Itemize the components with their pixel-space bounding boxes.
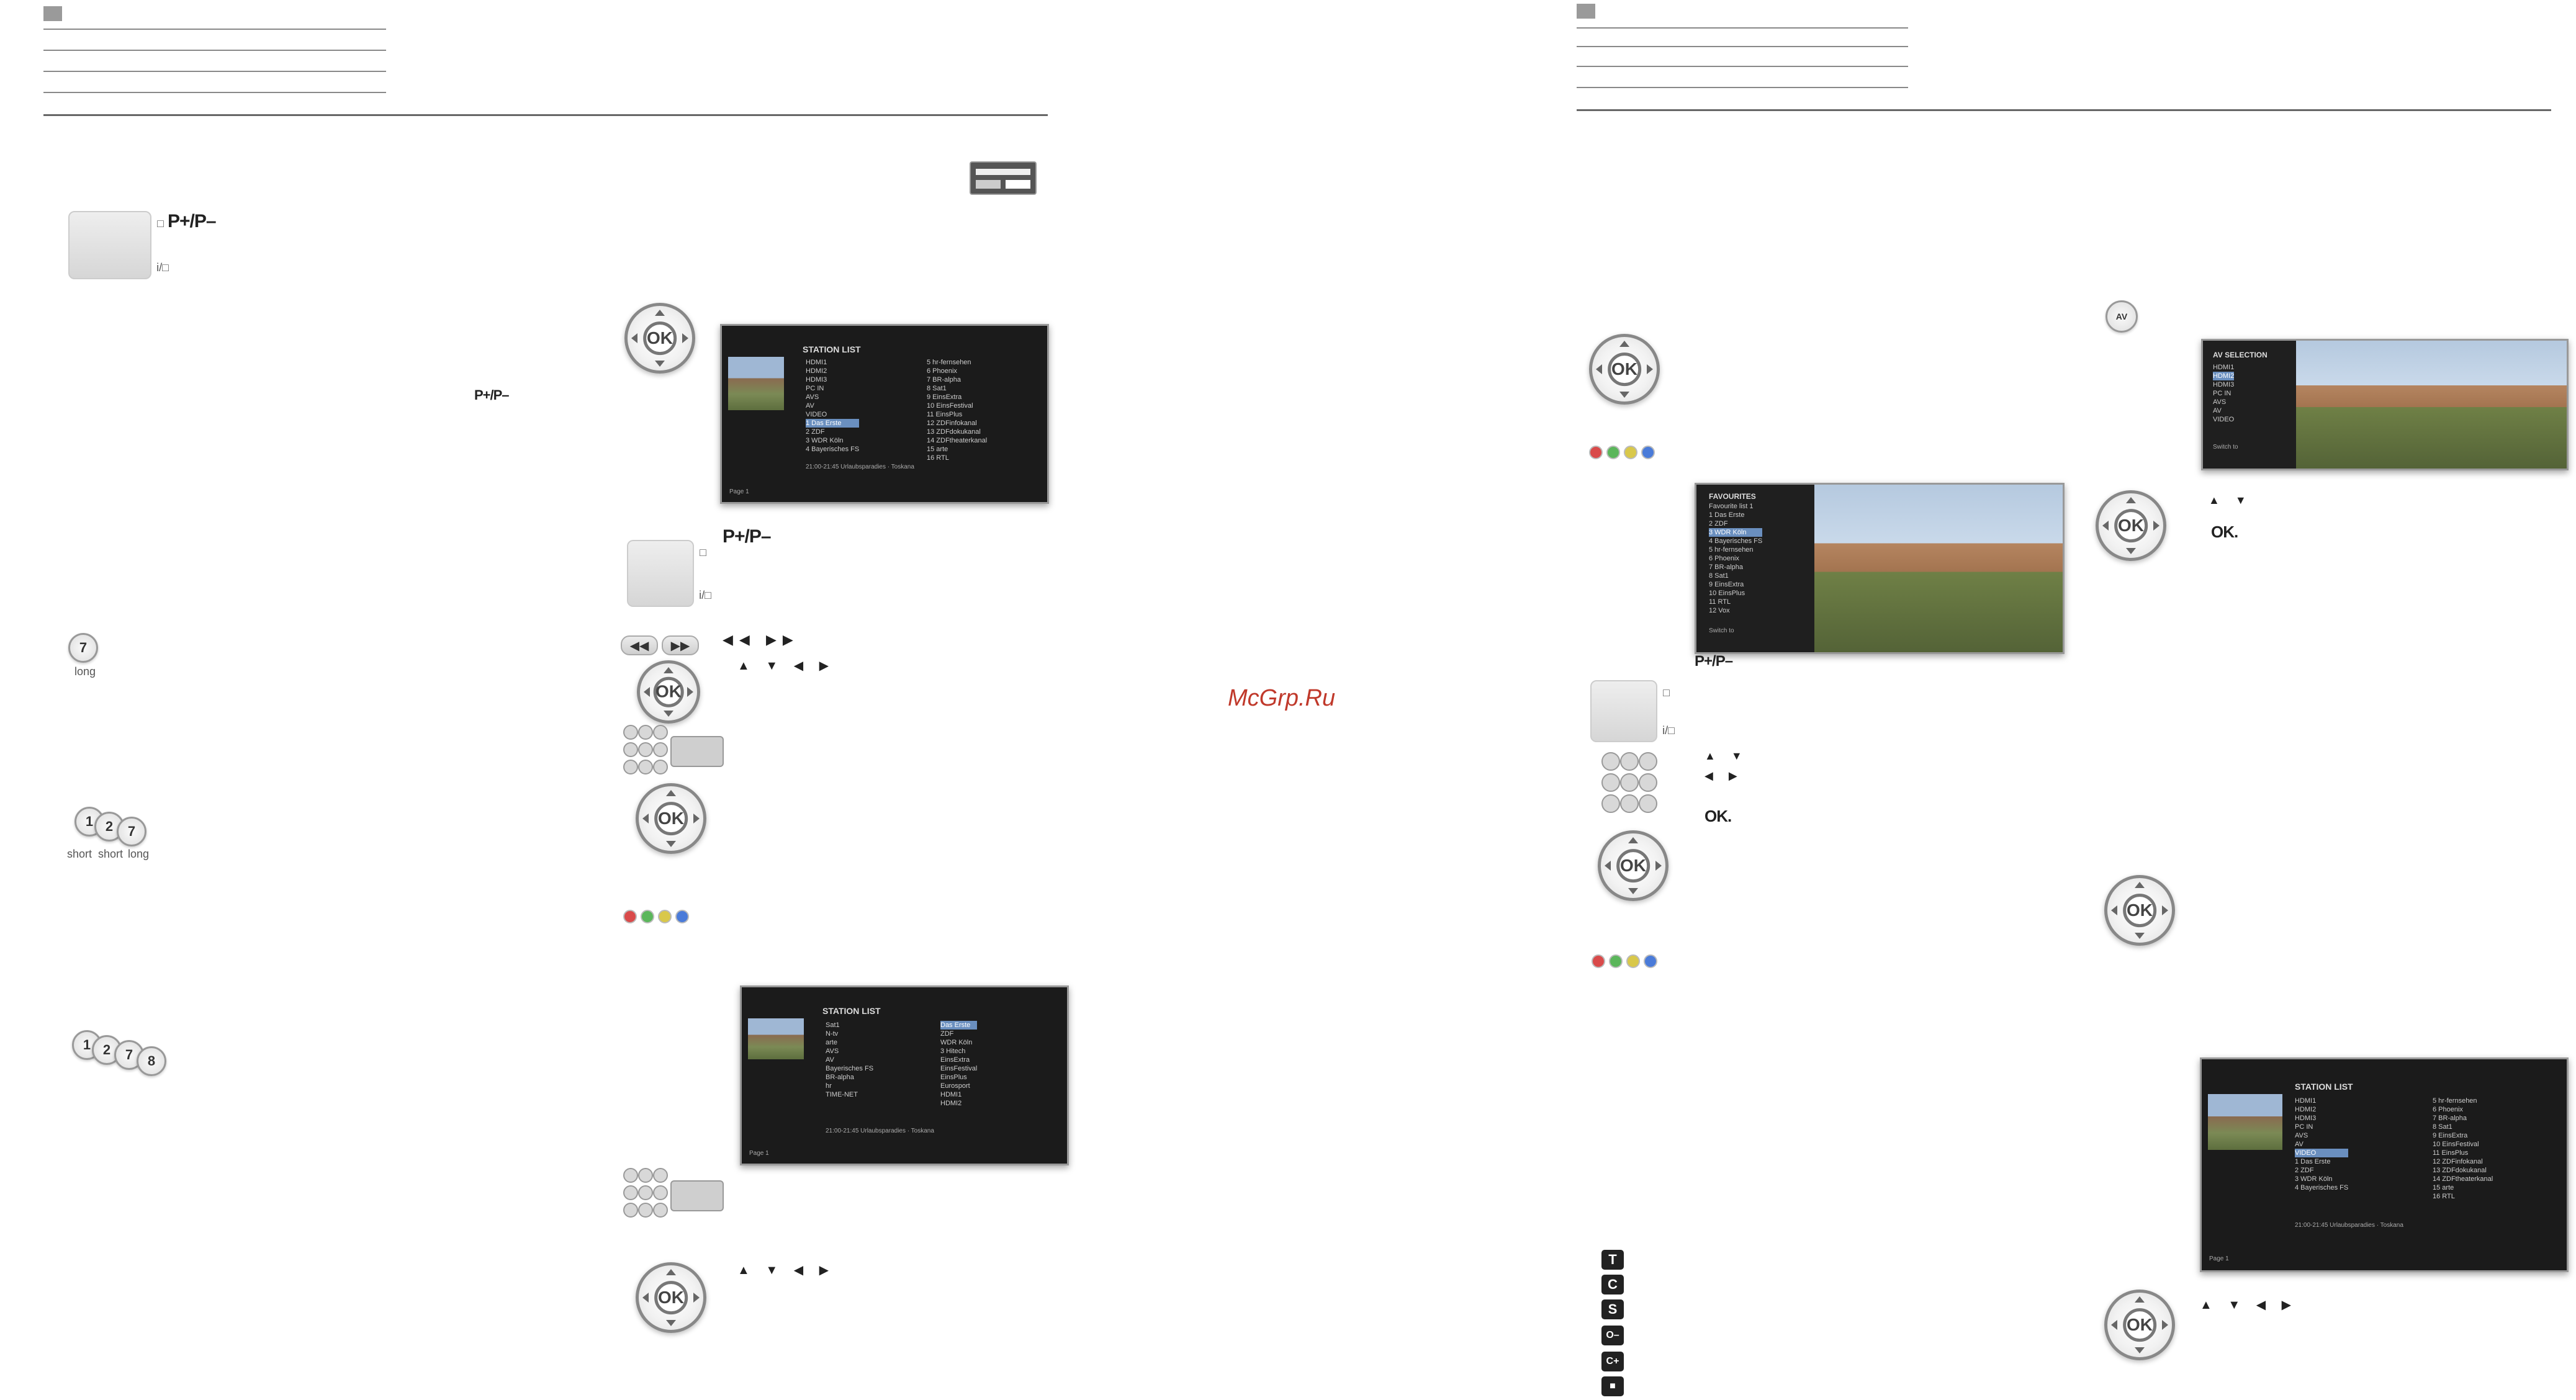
ok-button-icon-2: OK [637, 660, 700, 724]
av-button-icon: AV [2105, 300, 2138, 333]
station-list-page: Page 1 [729, 488, 749, 495]
program-up-down-label-2: P+/P– [474, 387, 509, 403]
numeric-keypad-icon-2 [623, 1168, 665, 1218]
short-label-2: short [98, 848, 124, 860]
program-up-down-label: P+/P– [168, 211, 216, 231]
key-8-icon: 8 [137, 1046, 166, 1076]
ok-label-r: OK. [1705, 807, 1732, 825]
key-7-icon-c: 7 [114, 1040, 144, 1070]
key-icon: O– [1601, 1326, 1624, 1345]
key-1-icon-b: 1 [72, 1030, 102, 1060]
ok-button-icon-r4: OK [2104, 875, 2175, 946]
ok-label-r2: OK. [2211, 523, 2238, 541]
ok-button-icon: OK [624, 303, 695, 374]
keyboard-icon [670, 736, 724, 767]
station-list-screen-2: STATION LIST Sat1 N-tv arte AVS AV Bayerisches FS BR-alpha hr TIME-NET Das Erste ZDF WDR Köln 3 Hitech EinsExtra EinsFestival EinsPlus Eurosport HDMI1 HDMI2 21:00-21:45 Urlaubsparadies · Toskana Page 1 [740, 985, 1069, 1165]
section-rule-left [43, 114, 1048, 116]
nav-arrows-ud-label-r: ▲ ▼ [2209, 494, 2253, 506]
teletext-icon: T [1601, 1250, 1624, 1270]
key-7-icon-b: 7 [117, 817, 146, 846]
ok-button-icon-r5: OK [2104, 1290, 2175, 1360]
channel-icon: C [1601, 1275, 1624, 1295]
color-buttons-icon-r1 [1589, 446, 1659, 462]
long-press-label: long [74, 665, 96, 678]
watermark: McGrp.Ru [1228, 685, 1336, 711]
lock-icon: ■ [1601, 1376, 1624, 1396]
header-rule-4-left [43, 92, 386, 93]
favourites-screen: FAVOURITES Favourite list 1 1 Das Erste 2 ZDF 3 WDR Köln 4 Bayerisches FS 5 hr-fernsehen 6 Phoenix 7 BR-alpha 8 Sat1 9 EinsExtra 10 EinsPlus 11 RTL 12 Vox Switch to [1695, 483, 2065, 654]
station-list-screen-1 [720, 324, 1049, 504]
program-rocker-icon [68, 211, 169, 279]
header-marker-right [1577, 4, 1595, 19]
ok-button-icon-r2: OK [1598, 830, 1669, 901]
favourites-photo [1814, 485, 2063, 652]
key-2-icon-b: 2 [92, 1035, 122, 1065]
station-list-left-col: HDMI1 HDMI2 HDMI3 PC IN AVS AV VIDEO 1 Das Erste 2 ZDF 3 WDR Köln 4 Bayerisches FS [806, 359, 860, 453]
keyboard-icon-2 [670, 1180, 724, 1211]
numeric-keypad-icon-r [1601, 752, 1655, 813]
program-up-down-label-3: P+/P– [723, 526, 771, 547]
short-label-1: short [67, 848, 92, 860]
section-rule-right [1577, 109, 2551, 111]
nav-arrows-label-2: ▲ ▼ ◀ ▶ [737, 1263, 835, 1277]
header-rule-2-left [43, 50, 386, 51]
station-list-info: 21:00-21:45 Urlaubsparadies · Toskana [806, 464, 914, 470]
header-rule-1-right [1577, 27, 1908, 29]
rocker-top-icon: □ [157, 217, 164, 230]
header-rule-2-right [1577, 46, 1908, 47]
key-1-icon: 1 [74, 807, 104, 837]
rewind-button-icon: ◀◀ [621, 635, 658, 655]
key-7-icon: 7 [68, 633, 98, 663]
key-2-icon: 2 [94, 812, 124, 841]
header-rule-3-left [43, 71, 386, 72]
ok-button-icon-r3: OK [2096, 490, 2166, 561]
color-buttons-icon-r2 [1592, 954, 1661, 971]
long-label-2: long [128, 848, 150, 860]
header-rule-1-left [43, 29, 386, 30]
color-buttons-icon [623, 910, 693, 927]
station-list-screen-3: STATION LIST HDMI1 HDMI2 HDMI3 PC IN AVS AV VIDEO 1 Das Erste 2 ZDF 3 WDR Köln 4 Bayerisches FS 5 hr-fernsehen 6 Phoenix 7 BR-alpha 8 Sat1 9 EinsExtra 10 EinsFestival 11 EinsPlus 12 ZDFinfokanal 13 ZDFdokukanal 14 ZDFtheaterkanal 15 arte 16 RTL 21:00-21:45 Urlaubsparadies · Toskana Page 1 [2200, 1057, 2569, 1272]
ok-button-icon-3: OK [636, 783, 706, 854]
station-list-right-col: 5 hr-fernsehen 6 Phoenix 7 BR-alpha 8 Sat1 9 EinsExtra 10 EinsFestival 11 EinsPlus 12 ZDFinfokanal 13 ZDFdokukanal 14 ZDFtheaterkanal 15 arte 16 RTL [927, 359, 988, 462]
numeric-keypad-icon [623, 725, 665, 774]
rocker-bottom-icon: i/□ [156, 261, 169, 274]
subtitle-icon: S [1601, 1299, 1624, 1319]
header-rule-3-right [1577, 66, 1908, 67]
ci-icon: C+ [1601, 1352, 1624, 1371]
program-rocker-icon-2: □ i/□ [627, 540, 694, 607]
nav-arrows-ud-label: ▲ ▼ [1705, 750, 1749, 762]
ok-button-icon-4: OK [636, 1262, 706, 1333]
nav-arrows-label: ▲ ▼ ◀ ▶ [737, 659, 835, 673]
nav-arrows-label-r: ▲ ▼ ◀ ▶ [2200, 1298, 2298, 1312]
program-up-down-label-r: P+/P– [1695, 653, 1733, 670]
program-rocker-icon-r: □ i/□ [1590, 680, 1657, 742]
ok-button-icon-r1: OK [1589, 334, 1660, 405]
header-marker-left [43, 6, 62, 21]
nav-arrows-lr-label: ◀ ▶ [1705, 770, 1744, 782]
station-list-title: STATION LIST [803, 344, 861, 354]
preview-thumbnail [728, 357, 784, 410]
fastforward-button-icon: ▶▶ [662, 635, 699, 655]
interactive-badge [970, 161, 1037, 195]
av-selection-screen: AV SELECTION HDMI1 HDMI2 HDMI3 PC IN AVS AV VIDEO Switch to [2201, 339, 2569, 470]
header-rule-4-right [1577, 87, 1908, 88]
rew-ff-label: ◀◀ ▶▶ [723, 632, 799, 647]
